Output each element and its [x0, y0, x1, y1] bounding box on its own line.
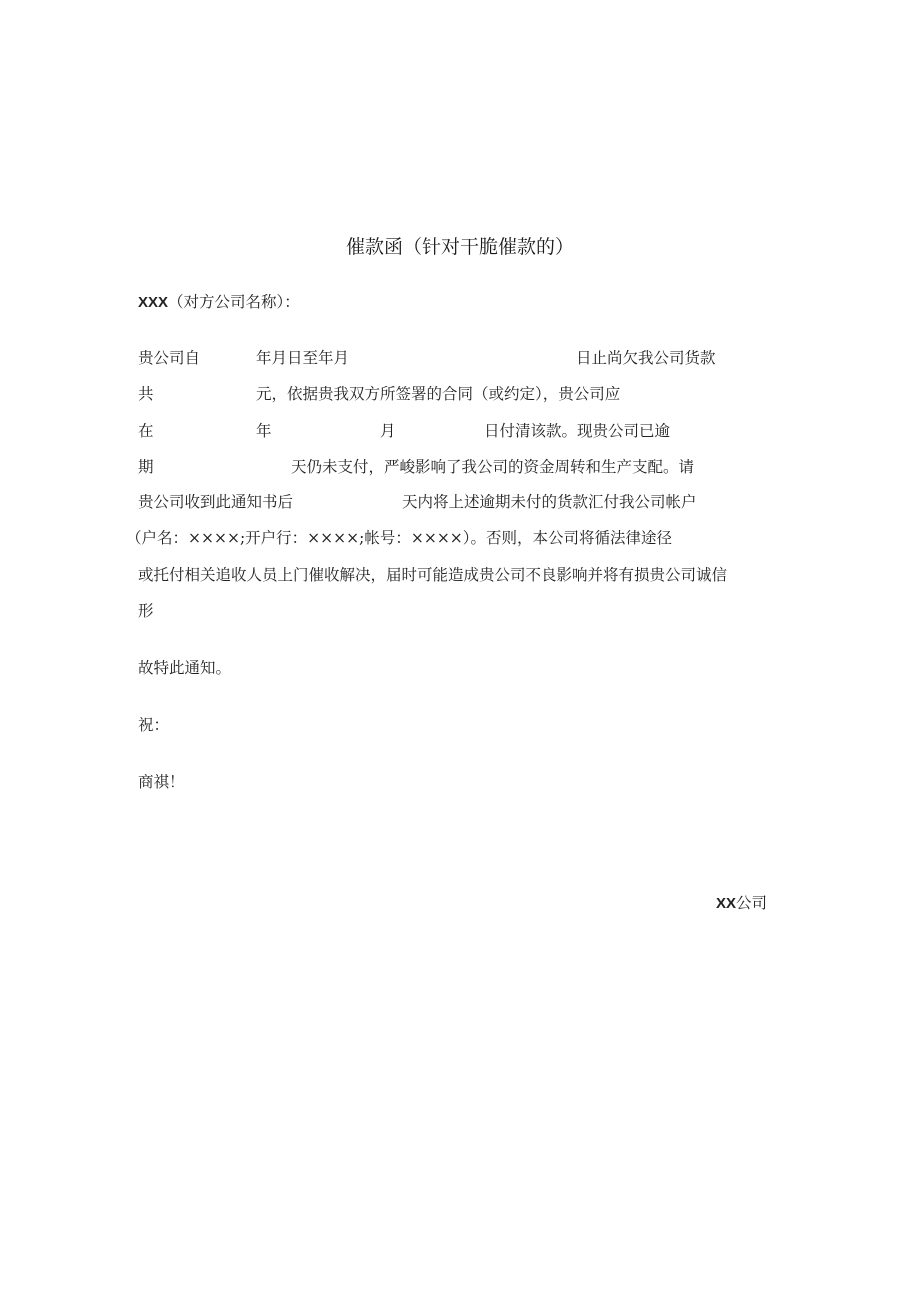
regards-line: 商祺！: [138, 773, 185, 791]
body-line-2a: 共: [138, 385, 154, 403]
body-line-2b: 元，依据贵我双方所签署的合同（或约定），贵公司应: [256, 385, 621, 403]
salutation: [138, 292, 300, 313]
body-line-3c: 月: [380, 422, 396, 440]
body-line-1a: 贵公司自: [138, 349, 201, 367]
signature: [716, 893, 767, 914]
body-line-8: 形: [138, 602, 154, 620]
wish-line: 祝：: [138, 716, 170, 734]
body-line-4b: 天仍未支付，严峻影响了我公司的资金周转和生产支配。请: [291, 458, 695, 476]
signature-company-bold: XX: [716, 895, 737, 912]
body-line-1c: 日止尚欠我公司货款: [576, 349, 716, 367]
body-line-6: （户名：××××;开户行：××××;帐号：××××）。否则，本公司将循法律途径: [126, 529, 673, 547]
body-line-4a: 期: [138, 458, 154, 476]
body-line-5b: 天内将上述逾期未付的货款汇付我公司帐户: [402, 493, 697, 511]
body-line-7: 或托付相关追收人员上门催收解决，届时可能造成贵公司不良影响并将有损贵公司诚信: [138, 566, 728, 584]
body-line-5a: 贵公司收到此通知书后: [138, 493, 294, 511]
signature-company-rest: 公司: [736, 894, 768, 912]
letter-title: 催款函（针对干脆催款的）: [345, 236, 574, 258]
body-line-1b: 年月日至年月: [256, 349, 350, 367]
body-line-3a: 在: [138, 422, 154, 440]
body-line-3d: 日付清该款。现贵公司已逾: [484, 422, 671, 440]
recipient-name: XXX: [138, 294, 169, 311]
recipient-note: （对方公司名称）：: [168, 293, 300, 311]
notice-line: 故特此通知。: [138, 659, 232, 677]
body-line-3b: 年: [256, 422, 272, 440]
